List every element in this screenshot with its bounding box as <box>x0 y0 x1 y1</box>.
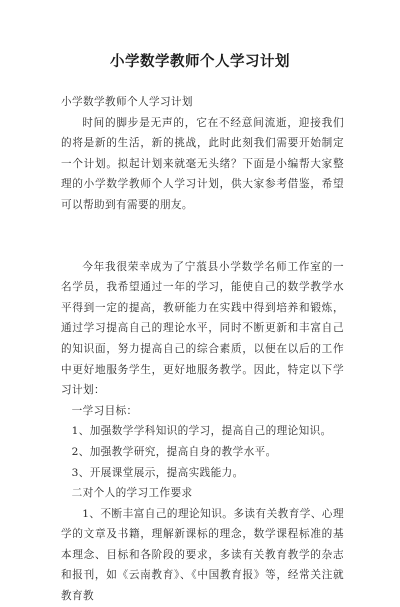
document-subtitle: 小学数学教师个人学习计划 <box>61 96 193 108</box>
document-body <box>61 92 344 607</box>
goal-item: 2、加强教学研究，提高自身的教学水平。 <box>71 445 277 458</box>
goal-item: 1、加强数学学科知识的学习，提高自己的理论知识。 <box>71 425 332 438</box>
goals-heading: 一学习目标： <box>71 404 138 417</box>
plan-paragraph: 今年我很荣幸成为了宁蒗县小学数学名师工作室的一名学员，我希望通过一年的学习，能使自己的数学教学水平得到一定的提高，教研能力在实践中得到培养和锻炼，通过学习提高自己的理论水平，同时不断更新和丰富自己的知识面，努力提高自己的综合素质，以便在以后的工作中更好地服务学生，更好地服务教学。因此，特定以下学习计划： <box>61 260 344 397</box>
requirement-paragraph: 1、不断丰富自己的理论知识。多读有关教育学、心理学的文章及书籍，理解新课标的理念，数学课程标准的基本理念、目标和各阶段的要求，多读有关教育教学的杂志和报刊，如《云南教育》、《中国教育报》等，经常关注就教育教 <box>61 507 344 603</box>
intro-paragraph: 时间的脚步是无声的，它在不经意间流逝，迎接我们的将是新的生活，新的挑战，此时此刻我们需要开始制定一个计划。拟起计划来就毫无头绪？下面是小编帮大家整理的小学数学教师个人学习计划，供大家参考借鉴，希望可以帮助到有需要的朋友。 <box>61 116 344 211</box>
document-title: 小学数学教师个人学习计划 <box>110 53 290 70</box>
requirements-heading: 二对个人的学习工作要求 <box>71 487 193 500</box>
goal-item: 3、开展课堂展示，提高实践能力。 <box>71 466 244 479</box>
paragraph-gap <box>61 216 344 257</box>
